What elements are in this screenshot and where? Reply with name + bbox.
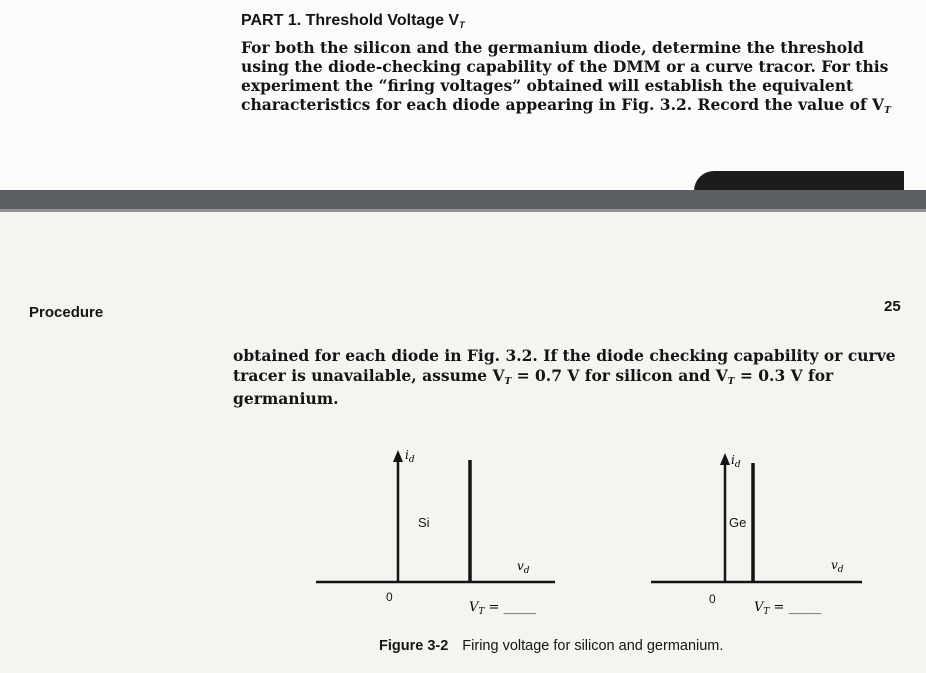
si-y-axis-label: $i_d$ [405, 448, 415, 465]
ge-vt-label: $V_T$ = _____ [754, 600, 822, 617]
page-number: 25 [884, 298, 901, 315]
ge-y-axis-label: $i_d$ [731, 453, 741, 470]
ge-diode-label: Ge [729, 515, 747, 530]
figure-caption [379, 638, 723, 654]
si-x-axis-label: $v_d$ [517, 559, 530, 576]
procedure-side-label: Procedure [29, 304, 104, 321]
instruction-paragraph: For both the silicon and the germanium diode, determine the threshold using the diode-checking capability of the DMM or a curve tracor. For this experiment the “firing voltages” obtained will establish the equivalent characteristics for each diode appearing in Fig. 3.2. Record the value of VT [241, 38, 891, 116]
si-y-axis-arrow [393, 450, 403, 462]
continuation-paragraph: obtained for each diode in Fig. 3.2. If the diode checking capability or curve tracer is unavailable, assume VT = 0.7 V for silicon and VT = 0.3 V for germanium. [233, 346, 896, 408]
figure-caption-text: Firing voltage for silicon and germanium. [462, 638, 724, 654]
section-heading: PART 1. Threshold Voltage VT [241, 12, 465, 30]
si-origin-label: 0 [386, 590, 393, 604]
ge-x-axis-label: $v_d$ [831, 558, 844, 575]
figure-number: Figure 3-2 [379, 638, 449, 654]
ge-y-axis-arrow [720, 453, 730, 465]
si-diode-label: Si [418, 515, 430, 530]
si-vt-label: $V_T$ = _____ [469, 600, 537, 617]
ge-origin-label: 0 [709, 592, 716, 606]
